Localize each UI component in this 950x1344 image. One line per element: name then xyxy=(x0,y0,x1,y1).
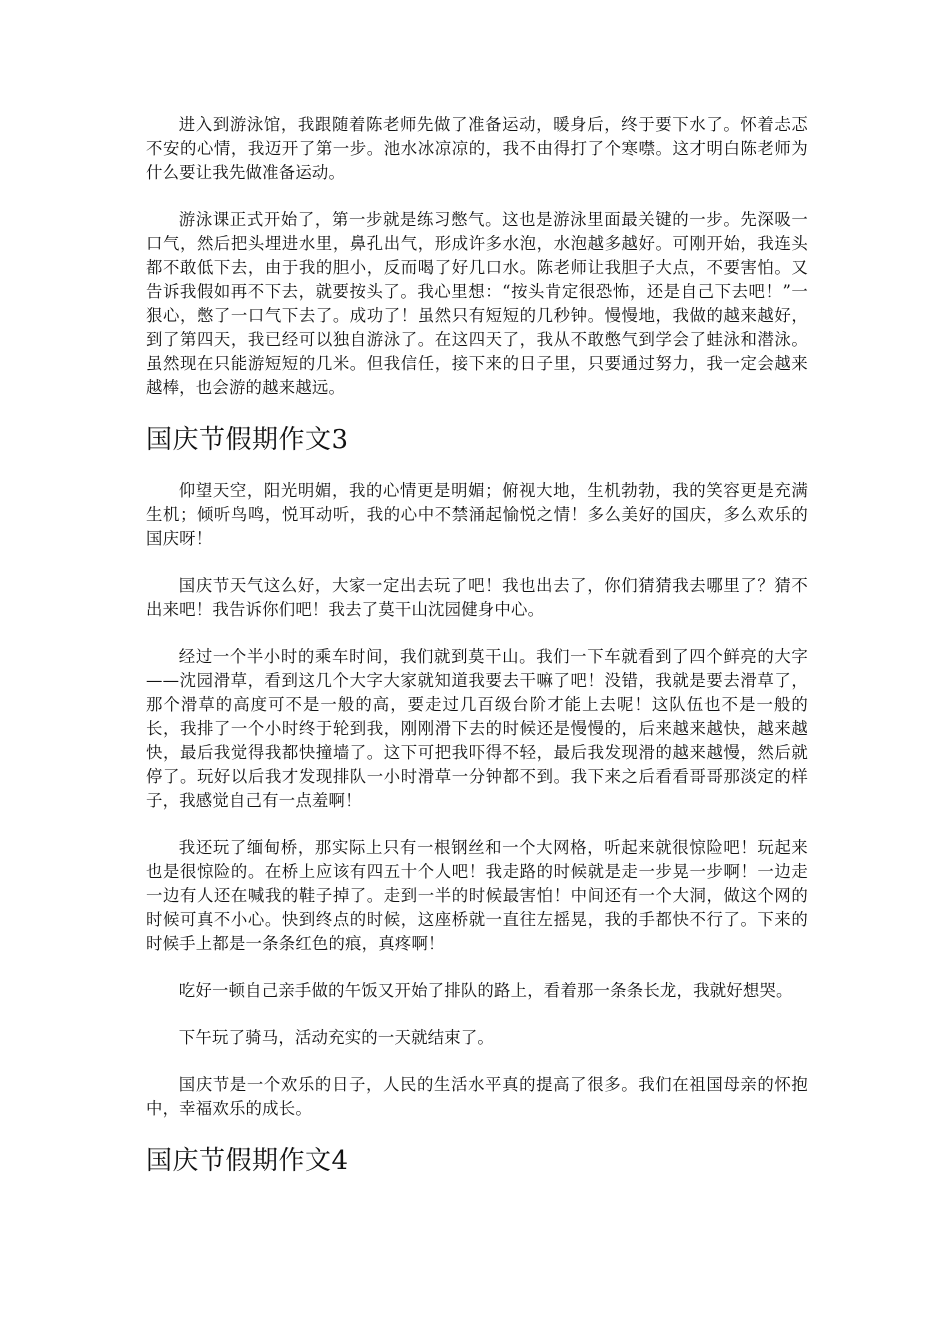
paragraph: 下午玩了骑马，活动充实的一天就结束了。 xyxy=(178,1028,495,1047)
paragraph: 我还玩了缅甸桥，那实际上只有一根钢丝和一个大网格，听起来就很惊险吧！玩起来也是很惊险的。在桥上应该有四五十个人吧！我走路的时候就是走一步晃一步啊！一边走一边有人还在喊我的鞋子掉了。走到一半的时候最害怕！中间还有一个大洞，做这个网的时候可真不小心。快到终点的时候，这座桥就一直往左摇晃，我的手都快不行了。下来的时候手上都是一条条红色的痕，真疼啊！ xyxy=(146,838,808,953)
paragraph: 国庆节是一个欢乐的日子，人民的生活水平真的提高了很多。我们在祖国母亲的怀抱中，幸福欢乐的成长。 xyxy=(146,1075,808,1118)
paragraph: 游泳课正式开始了，第一步就是练习憋气。这也是游泳里面最关键的一步。先深吸一口气，然后把头埋进水里，鼻孔出气，形成许多水泡，水泡越多越好。可刚开始，我连头都不敢低下去，由于我的胆小，反而喝了好几口水。陈老师让我胆子大点，不要害怕。又告诉我假如再不下去，就要按头了。我心里想：“按头肯定很恐怖，还是自己下去吧！”一狠心，憋了一口气下去了。成功了！虽然只有短短的几秒钟。慢慢地，我做的越来越好，到了第四天，我已经可以独自游泳了。在这四天了，我从不敢憋气到学会了蛙泳和潜泳。虽然现在只能游短短的几米。但我信任，接下来的日子里，只要通过努力，我一定会越来越棒，也会游的越来越远。 xyxy=(146,210,808,397)
paragraph: 经过一个半小时的乘车时间，我们就到莫干山。我们一下车就看到了四个鲜亮的大字——沈园滑草，看到这几个大字大家就知道我要去干嘛了吧！没错，我就是要去滑草了，那个滑草的高度可不是一般的高，要走过几百级台阶才能上去呢！这队伍也不是一般的长，我排了一个小时终于轮到我，刚刚滑下去的时候还是慢慢的，后来越来越快，越来越快，最后我觉得我都快撞墙了。这下可把我吓得不轻，最后我发现滑的越来越慢，然后就停了。玩好以后我才发现排队一小时滑草一分钟都不到。我下来之后看看哥哥那淡定的样子，我感觉自己有一点羞啊！ xyxy=(146,647,808,810)
paragraph: 进入到游泳馆，我跟随着陈老师先做了准备运动，暖身后，终于要下水了。怀着忐忑不安的心情，我迈开了第一步。池水冰凉凉的，我不由得打了个寒噤。这才明白陈老师为什么要让我先做准备运动。 xyxy=(146,115,808,182)
section-heading: 国庆节假期作文4 xyxy=(146,1146,349,1176)
paragraph: 仰望天空，阳光明媚，我的心情更是明媚；俯视大地，生机勃勃，我的笑容更是充满生机；倾听鸟鸣，悦耳动听，我的心中不禁涌起愉悦之情！多么美好的国庆，多么欢乐的国庆呀！ xyxy=(146,481,808,548)
paragraph: 国庆节天气这么好，大家一定出去玩了吧！我也出去了，你们猜猜我去哪里了？猜不出来吧！我告诉你们吧！我去了莫干山沈园健身中心。 xyxy=(146,576,808,619)
paragraph: 吃好一顿自己亲手做的午饭又开始了排队的路上，看着那一条条长龙，我就好想哭。 xyxy=(178,981,793,1000)
document-page xyxy=(146,113,808,1200)
section-heading: 国庆节假期作文3 xyxy=(146,425,349,455)
